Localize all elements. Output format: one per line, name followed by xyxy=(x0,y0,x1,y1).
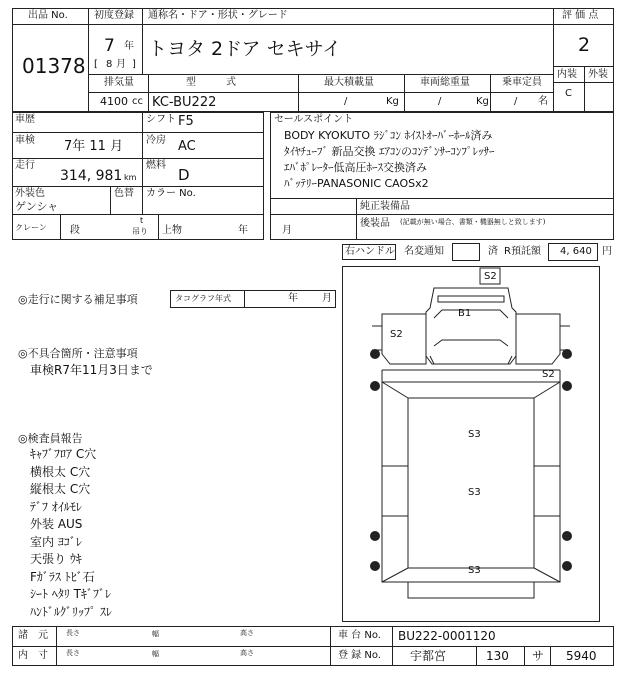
mark-s3-1: S3 xyxy=(468,429,481,440)
fuel-label: 燃料 xyxy=(146,160,166,171)
model-value: KC-BU222 xyxy=(152,95,217,110)
tacho-label: タコグラフ年式 xyxy=(175,294,231,303)
displacement-unit: cc xyxy=(132,96,143,107)
max-load-label: 最大積載量 xyxy=(324,77,374,88)
dims-width: 幅 xyxy=(152,630,159,638)
lift-year: 年 xyxy=(238,225,248,236)
inspector-line: Fｶﾞﾗｽ ﾄﾋﾞ石 xyxy=(30,569,95,584)
ac-value: AC xyxy=(178,139,196,154)
name-change-label: 名変通知 xyxy=(404,246,444,257)
kg-2: Kg xyxy=(476,96,489,107)
reg-month-unit: 月 xyxy=(116,59,126,70)
defect-title: ◎不具合箇所・注意事項 xyxy=(18,347,138,360)
tacho-year: 年 xyxy=(288,293,298,304)
ac-label: 冷房 xyxy=(146,135,166,146)
name-change-box xyxy=(452,243,480,261)
mileage-value: 314, 981 xyxy=(60,168,123,184)
color-value: ゲンシャ xyxy=(15,200,59,213)
displacement-label: 排気量 xyxy=(104,77,134,88)
r-prefix: 済 xyxy=(488,246,498,257)
color-code-label: カラー No. xyxy=(146,188,196,199)
mark-s2-right: S2 xyxy=(542,369,555,380)
reg-year: 7 xyxy=(104,36,115,56)
inner-label: 内 寸 xyxy=(18,650,48,661)
color-no-label: 色替 xyxy=(114,188,134,199)
history-label: 車歴 xyxy=(15,114,35,125)
genuine-label: 純正装備品 xyxy=(360,201,410,212)
month-open: [ xyxy=(94,59,98,70)
inspector-line: 外装 AUS xyxy=(30,517,83,531)
fuel-value: D xyxy=(178,166,190,184)
shift-label: シフト xyxy=(146,114,176,125)
r-unit: 円 xyxy=(602,246,612,257)
inspector-line: 室内 ﾖｺﾞﾚ xyxy=(30,534,82,549)
grade-value: 2 xyxy=(578,34,591,56)
inspector-title: ◎検査員報告 xyxy=(18,432,83,445)
sales-label: セールスポイント xyxy=(274,114,354,125)
reg-city: 宇都宮 xyxy=(410,649,447,663)
mileage-label: 走行 xyxy=(15,160,35,171)
mark-s2-left: S2 xyxy=(390,329,403,340)
inner-width: 幅 xyxy=(152,650,159,658)
dims-height: 高さ xyxy=(240,629,254,637)
model-label: 型 式 xyxy=(186,77,236,88)
inspector-line: ｷｬﾌﾞﾌﾛｱ C穴 xyxy=(30,447,97,461)
chassis-value: BU222-0001120 xyxy=(398,629,496,643)
month-close: ] xyxy=(132,59,136,70)
slash-1: / xyxy=(344,96,348,107)
name-label: 通称名・ドア・形状・グレード xyxy=(148,10,288,21)
inner-length: 長さ xyxy=(66,649,80,657)
lot-label: 出品 No. xyxy=(28,10,68,21)
after-note: (記載が無い場合、書類・機器無しと致します) xyxy=(400,218,546,226)
reg-class: 130 xyxy=(486,649,509,663)
mark-s3-2: S3 xyxy=(468,487,481,498)
supplement-title: ◎走行に関する補足事項 xyxy=(18,293,138,306)
reg-number: 5940 xyxy=(566,649,597,663)
r-label: R預託額 xyxy=(504,246,541,257)
inspection-label: 車検 xyxy=(15,135,35,146)
handle-value: 右ハンドル xyxy=(345,246,395,257)
capacity-label: 乗車定員 xyxy=(502,77,542,88)
sales-line-4: ﾊﾞｯﾃﾘｰPANASONIC CAOSx2 xyxy=(284,177,429,190)
reg-year-unit: 年 xyxy=(124,41,134,52)
capacity-unit: 名 xyxy=(538,96,548,107)
reg-label: 登 録 No. xyxy=(338,650,381,661)
inspector-line: 天張り ｳｷ xyxy=(30,552,82,566)
slash-3: / xyxy=(514,96,518,107)
mark-b1: B1 xyxy=(458,308,472,319)
sales-line-1: BODY KYOKUTO ﾗｼﾞｺﾝ ﾎｲｽﾄｵｰﾊﾞｰﾎｰﾙ済み xyxy=(284,129,493,142)
crane-label: クレーン xyxy=(15,223,47,232)
inspector-line: 横根太 C穴 xyxy=(30,464,91,479)
mark-s2-top: S2 xyxy=(484,271,497,282)
mileage-unit: km xyxy=(124,173,137,182)
inspection-value: 7年 11 月 xyxy=(64,139,124,154)
inspector-line: ﾊﾝﾄﾞﾙｸﾞﾘｯﾌﾟ ｽﾚ xyxy=(30,604,112,619)
displacement-value: 4100 xyxy=(100,95,128,108)
grade-label: 評 価 点 xyxy=(562,10,599,21)
inspector-line: ﾃﾞﾌ ｵｲﾙﾓﾚ xyxy=(30,499,82,514)
gross-weight-label: 車両総重量 xyxy=(420,77,470,88)
exterior-label: 外装 xyxy=(588,69,608,80)
color-label: 外装色 xyxy=(15,188,45,199)
interior-grade: C xyxy=(565,88,572,99)
crane-hang: 吊り xyxy=(132,227,148,236)
inner-height: 高さ xyxy=(240,649,254,657)
defect-line: 車検R7年11月3日まで xyxy=(30,363,153,377)
reg-kana: サ xyxy=(532,649,545,663)
chassis-label: 車 台 No. xyxy=(338,630,381,641)
mark-s3-3: S3 xyxy=(468,565,481,576)
crane-ton: t xyxy=(140,216,144,225)
lot-number: 01378 xyxy=(22,54,86,78)
shift-value: F5 xyxy=(178,114,194,129)
lift-month: 月 xyxy=(282,225,292,236)
first-reg-label: 初度登録 xyxy=(94,10,134,21)
sales-line-2: ﾀｲﾔﾁｭｰﾌﾞ 新品交換 ｴｱｺﾝのｺﾝﾃﾞﾝｻｰｺﾝﾌﾟﾚｯｻｰ xyxy=(284,145,495,158)
lift-label: 上物 xyxy=(162,225,182,236)
crane-step: 段 xyxy=(70,225,80,236)
tacho-month: 月 xyxy=(322,293,332,304)
r-value: 4, 640 xyxy=(560,246,592,257)
interior-label: 内装 xyxy=(557,69,577,80)
dims-label: 諸 元 xyxy=(18,630,48,641)
inspector-line: 縦根太 C穴 xyxy=(30,482,91,496)
after-label: 後装品 xyxy=(360,218,390,229)
slash-2: / xyxy=(438,96,442,107)
reg-month: 8 xyxy=(106,59,113,70)
car-name: トヨタ 2ドア セキサイ xyxy=(148,38,342,60)
sales-line-3: ｴﾊﾞﾎﾟﾚｰﾀｰ低高圧ﾎｰｽ交換済み xyxy=(284,161,427,174)
dims-length: 長さ xyxy=(66,629,80,637)
inspector-line: ｼｰﾄ ﾍﾀﾘ Tｷﾞﾌﾞﾚ xyxy=(30,587,111,601)
kg-1: Kg xyxy=(386,96,399,107)
